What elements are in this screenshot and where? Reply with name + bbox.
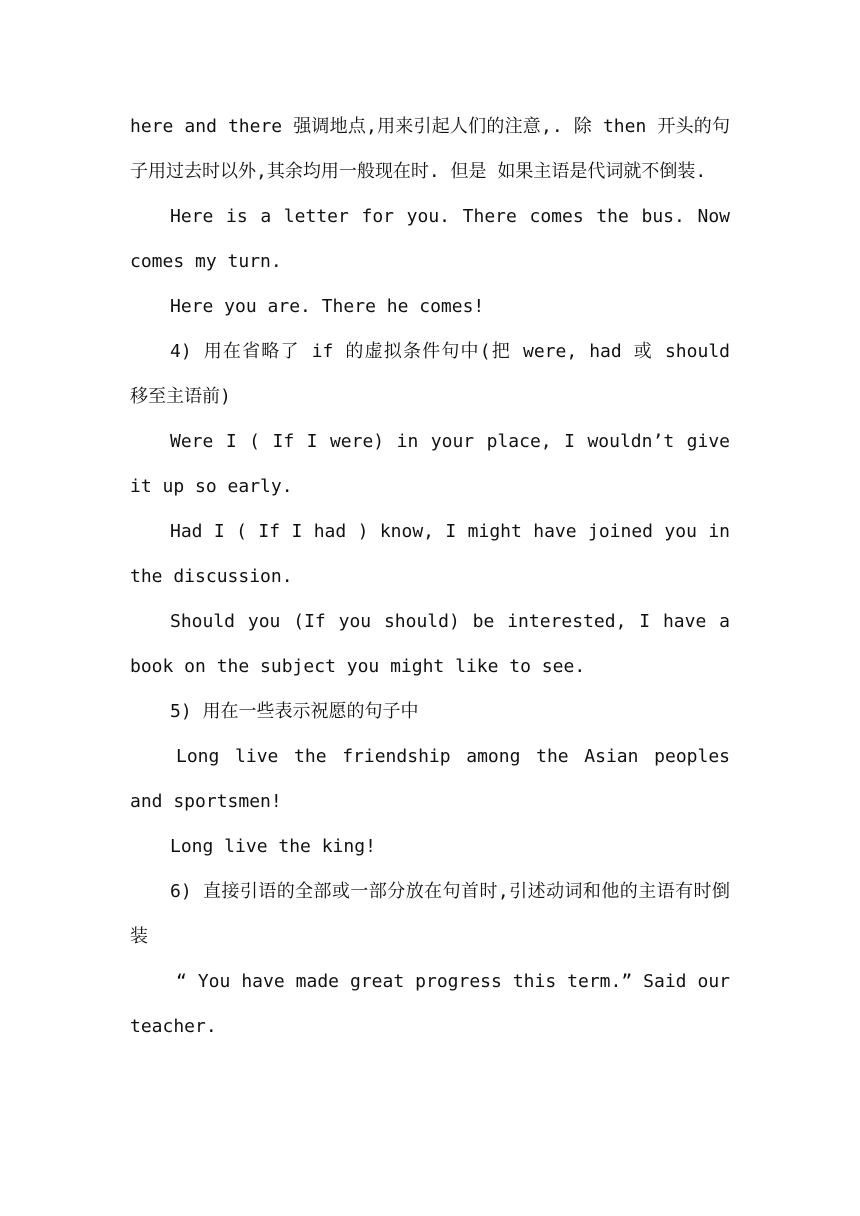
example-should-you: Should you (If you should) be interested, I have a book on the subject you might like to see.: [130, 611, 730, 677]
section-heading-4: 4) 用在省略了 if 的虚拟条件句中(把 were, had 或 should 移至主语前): [130, 341, 730, 407]
example-here-is-letter: Here is a letter for you. There comes the bus. Now comes my turn.: [130, 206, 730, 272]
document-body: [130, 104, 730, 1049]
section-heading-5: 5) 用在一些表示祝愿的句子中: [170, 701, 419, 722]
paragraph-inversion-rule: here and there 强调地点,用来引起人们的注意,. 除 then 开头的句子用过去时以外,其余均用一般现在时. 但是 如果主语是代词就不倒装.: [130, 116, 730, 182]
example-quoted-speech: “ You have made great progress this term.” Said our teacher.: [130, 971, 730, 1037]
example-had-i: Had I ( If I had ) know, I might have joined you in the discussion.: [130, 521, 730, 587]
section-heading-6: 6) 直接引语的全部或一部分放在句首时,引述动词和他的主语有时倒装: [130, 881, 730, 947]
example-here-you-are: Here you are. There he comes!: [170, 296, 485, 317]
example-long-live-friendship: Long live the friendship among the Asian peoples and sportsmen!: [130, 746, 730, 812]
example-long-live-king: Long live the king!: [170, 836, 376, 857]
example-were-i: Were I ( If I were) in your place, I wouldn’t give it up so early.: [130, 431, 730, 497]
